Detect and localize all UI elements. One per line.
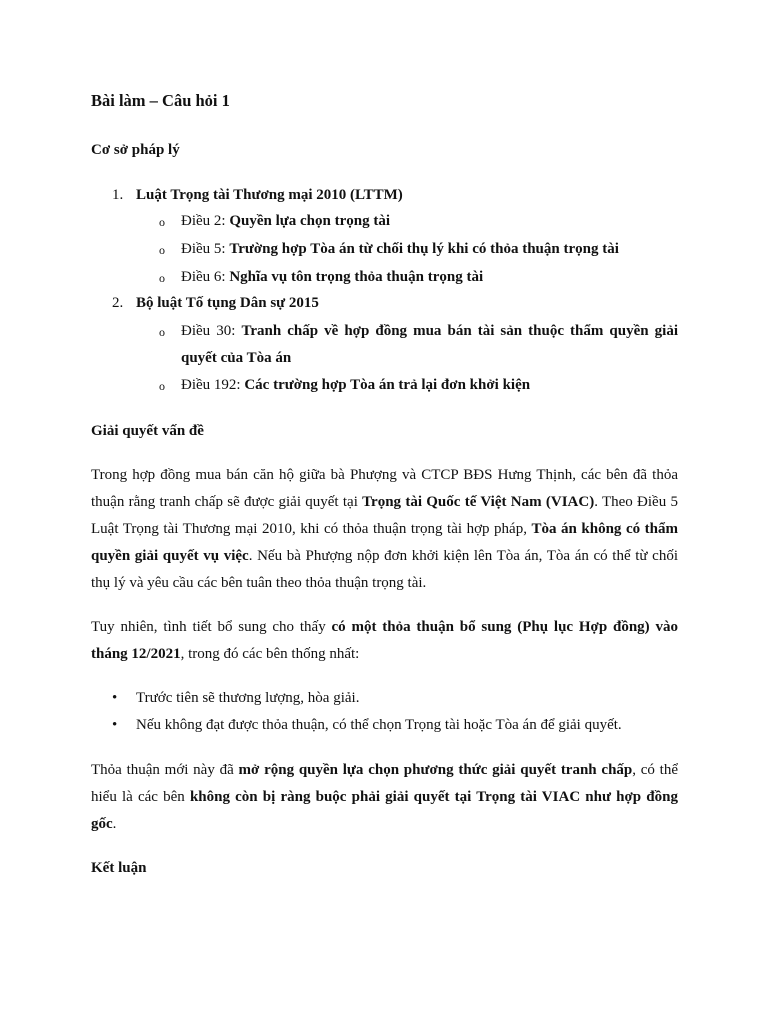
sub-bullet-icon: o xyxy=(159,243,165,257)
paragraph-2 xyxy=(91,614,678,668)
section-heading-legal-basis: Cơ sở pháp lý xyxy=(91,142,180,158)
text-run: Luật Trọng tài Thương mại 2010, khi có thỏa thuận trọng tài hợp pháp, xyxy=(91,521,532,537)
bold-run: Tòa án không có thẩm xyxy=(531,521,678,537)
list-item-text: Trước tiên sẽ thương lượng, hòa giải. xyxy=(136,690,360,706)
paragraph-1 xyxy=(91,462,678,597)
law-number: 1. xyxy=(112,187,124,203)
bold-run: không còn bị ràng buộc phải giải quyết tại Trọng tài VIAC như hợp đồng xyxy=(189,789,678,805)
document-title: Bài làm – Câu hỏi 1 xyxy=(91,91,230,110)
article-title: Các trường hợp Tòa án trả lại đơn khởi kiện xyxy=(244,377,531,393)
text-run: thuận rằng tranh chấp sẽ được giải quyết tại xyxy=(91,494,363,510)
text-run: Thỏa thuận mới này đã xyxy=(91,762,239,778)
text-run: hiểu là các bên xyxy=(91,789,190,805)
article-title: Nghĩa vụ tôn trọng thỏa thuận trọng tài xyxy=(229,269,484,285)
article-title: Trường hợp Tòa án từ chối thụ lý khi có thỏa thuận trọng tài xyxy=(229,241,619,257)
text-run: thụ lý và yêu cầu các bên tuân theo thỏa thuận trọng tài. xyxy=(91,575,427,591)
article-prefix: Điều 30: xyxy=(181,323,242,339)
article-title: Tranh chấp về hợp đồng mua bán tài sản thuộc thẩm quyền giải xyxy=(241,323,679,339)
law-number: 2. xyxy=(112,295,124,311)
bold-run: mở rộng quyền lựa chọn phương thức giải quyết tranh chấp xyxy=(238,762,633,778)
text-run: Tuy nhiên, tình tiết bổ sung cho thấy xyxy=(91,619,332,635)
article-title: Quyền lựa chọn trọng tài xyxy=(229,213,391,229)
article-prefix: Điều 6: xyxy=(181,269,230,285)
bold-run: Trọng tài Quốc tế Việt Nam (VIAC) xyxy=(362,494,595,510)
article-prefix: Điều 2: xyxy=(181,213,230,229)
article-title-cont: quyết của Tòa án xyxy=(181,350,292,366)
article-prefix: Điều 5: xyxy=(181,241,230,257)
section-heading-conclusion: Kết luận xyxy=(91,860,147,876)
section-heading-analysis: Giải quyết vấn đề xyxy=(91,423,204,439)
sub-bullet-icon: o xyxy=(159,271,165,285)
list-item-text: Nếu không đạt được thỏa thuận, có thể chọn Trọng tài hoặc Tòa án để giải quyết. xyxy=(136,717,622,733)
paragraph-3 xyxy=(91,757,678,838)
sub-bullet-icon: o xyxy=(159,325,165,339)
bold-run: quyền giải quyết vụ việc xyxy=(91,548,249,564)
law-name: Bộ luật Tố tụng Dân sự 2015 xyxy=(136,295,319,311)
text-run: . Nếu bà Phượng nộp đơn khởi kiện lên Tòa án, Tòa án có thể từ chối xyxy=(248,548,678,564)
bullet-icon: • xyxy=(112,717,118,733)
bullet-icon: • xyxy=(112,690,118,706)
text-run: Trong hợp đồng mua bán căn hộ giữa bà Phượng và CTCP BĐS Hưng Thịnh, các bên đã thỏa xyxy=(91,467,678,483)
bold-run: có một thỏa thuận bổ sung (Phụ lục Hợp đồng) vào xyxy=(331,619,678,635)
bold-run: tháng 12/2021 xyxy=(91,646,181,662)
article-prefix: Điều 192: xyxy=(181,377,245,393)
sub-bullet-icon: o xyxy=(159,379,165,393)
text-run: . Theo Điều 5 xyxy=(594,494,678,510)
text-run: , có thể xyxy=(632,762,678,778)
sub-bullet-icon: o xyxy=(159,215,165,229)
law-name: Luật Trọng tài Thương mại 2010 (LTTM) xyxy=(136,187,403,203)
text-run: . xyxy=(112,816,117,832)
bold-run: gốc xyxy=(91,816,113,832)
text-run: , trong đó các bên thống nhất: xyxy=(180,646,360,662)
